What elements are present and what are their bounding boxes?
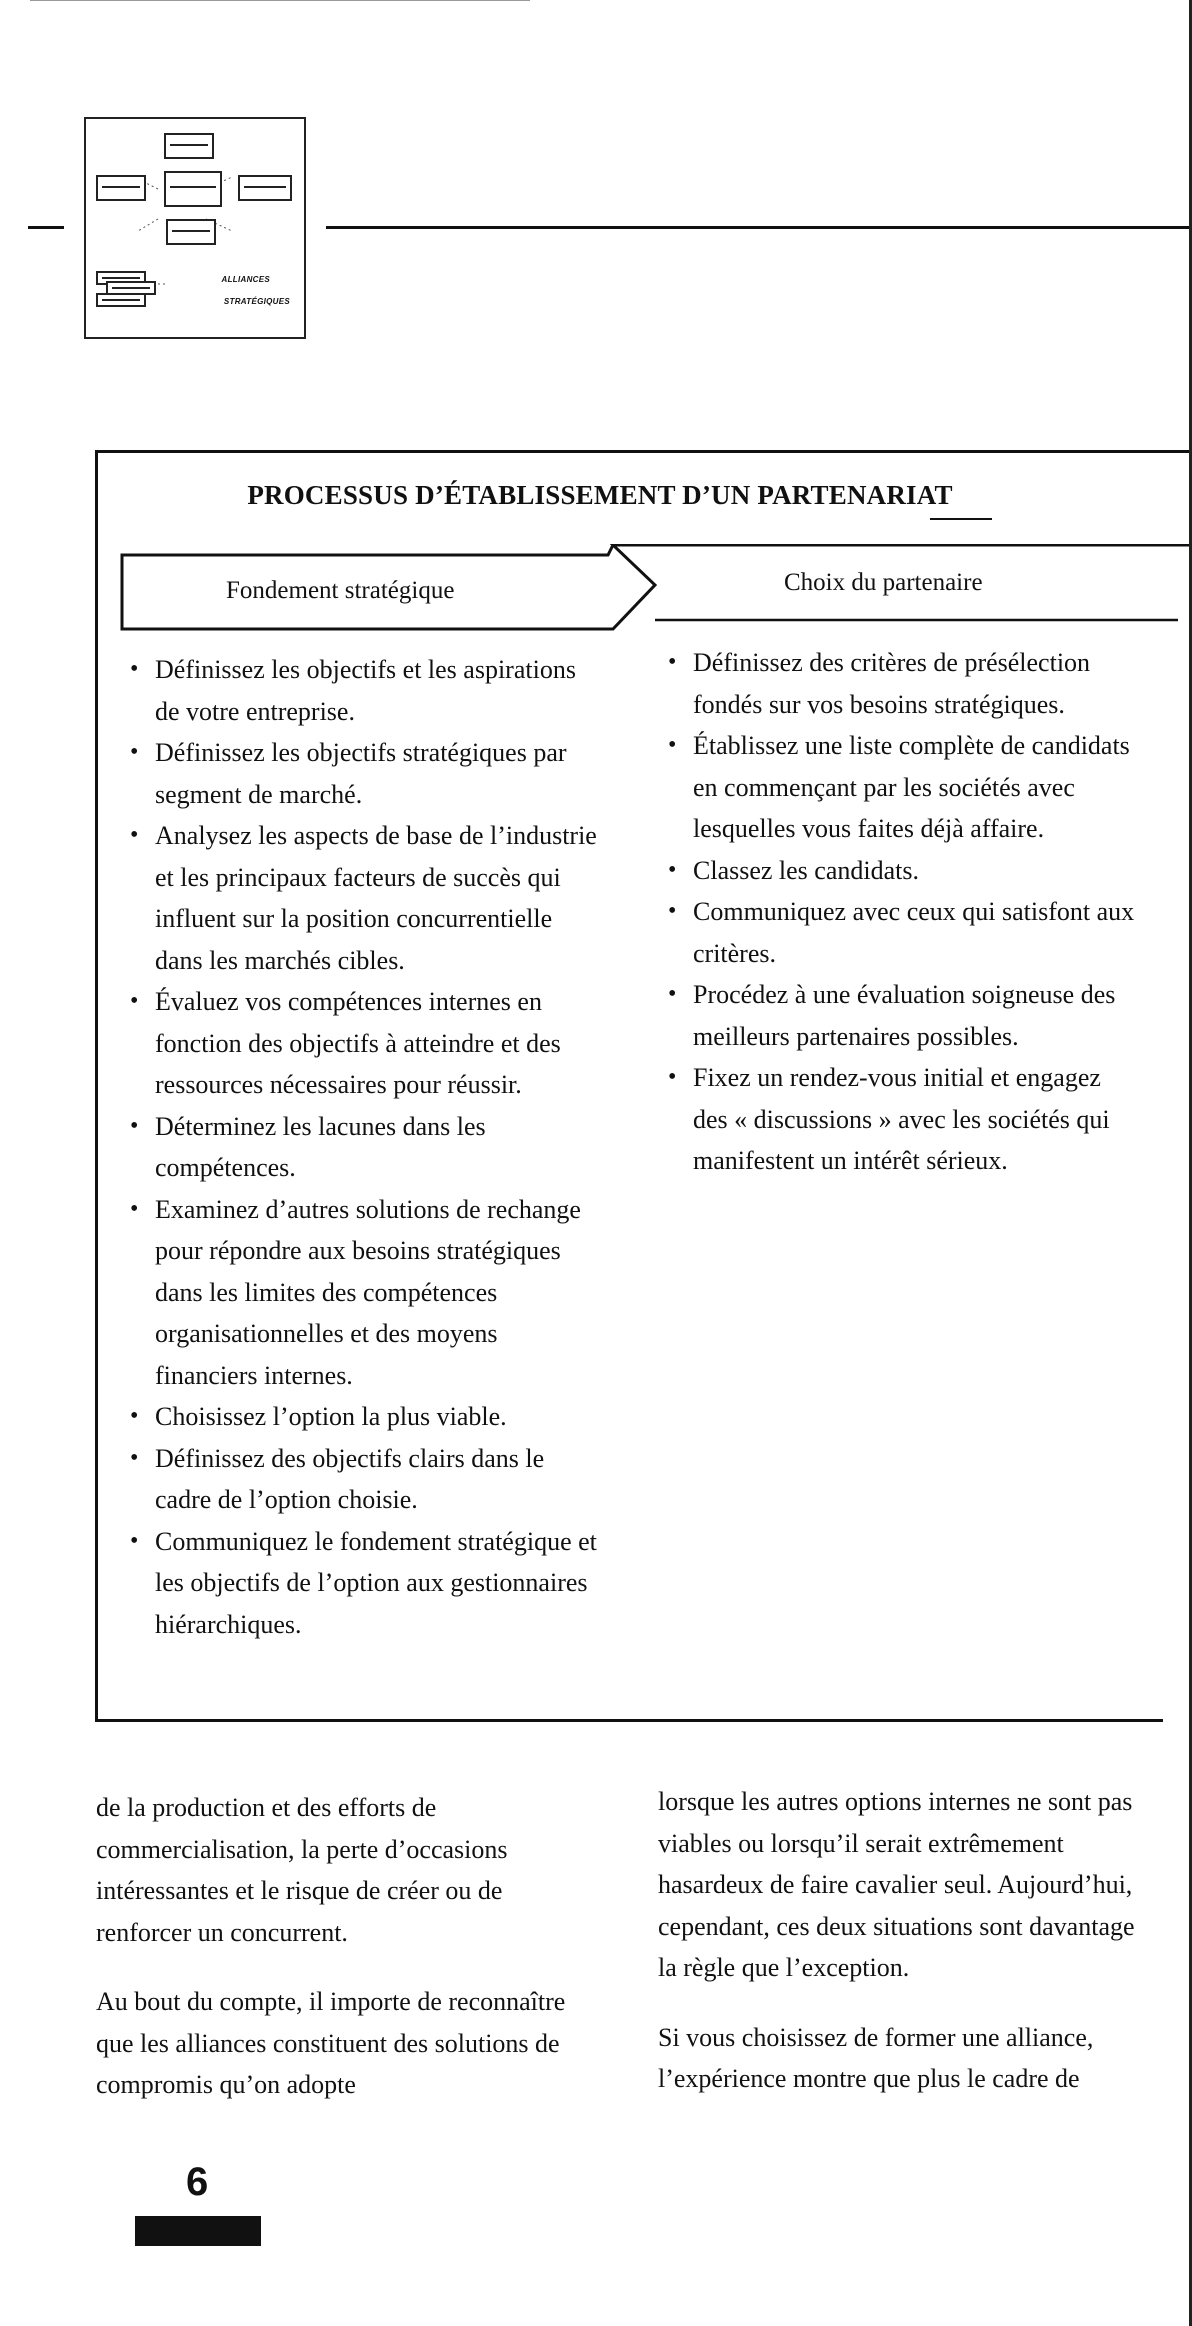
logo-caption-2: STRATÉGIQUES bbox=[223, 297, 290, 306]
strategic-foundation-list bbox=[128, 649, 598, 1645]
partner-choice-list bbox=[666, 642, 1141, 1182]
body-column-right bbox=[658, 1781, 1148, 2100]
list-item: • Évaluez vos compétences internes en fonction des objectifs à atteindre et des ressources nécessaires pour réussir. bbox=[128, 981, 598, 1106]
page-number: 6 bbox=[186, 2160, 209, 2204]
list-item: • Classez les candidats. bbox=[666, 850, 1141, 892]
list-item: • Définissez des critères de présélection fondés sur vos besoins stratégiques. bbox=[666, 642, 1141, 725]
list-item: • Définissez les objectifs et les aspirations de votre entreprise. bbox=[128, 649, 598, 732]
header-rule bbox=[326, 226, 1192, 229]
stage-label-strategic: Fondement stratégique bbox=[226, 577, 455, 604]
body-column-left bbox=[96, 1787, 566, 2106]
process-title: PROCESSUS D’ÉTABLISSEMENT D’UN PARTENARIAT bbox=[247, 480, 953, 510]
list-item: • Examinez d’autres solutions de rechange pour répondre aux besoins stratégiques dans les limites des compétences organisationnelles et des moyens financiers internes. bbox=[128, 1189, 598, 1397]
list-item: • Communiquez le fondement stratégique et les objectifs de l’option aux gestionnaires hiérarchiques. bbox=[128, 1521, 598, 1646]
process-frame-bottom bbox=[95, 1719, 1163, 1722]
list-item: • Définissez des objectifs clairs dans le cadre de l’option choisie. bbox=[128, 1438, 598, 1521]
logo-box-left bbox=[96, 175, 146, 201]
logo-box-bottom bbox=[166, 219, 216, 245]
logo-box-center bbox=[164, 171, 222, 207]
title-underline bbox=[930, 518, 992, 520]
list-item: • Analysez les aspects de base de l’industrie et les principaux facteurs de succès qui influent sur la position concurrentielle dans les marchés cibles. bbox=[128, 815, 598, 981]
body-paragraph: Au bout du compte, il importe de reconnaître que les alliances constituent des solutions de compromis qu’on adopte bbox=[96, 1987, 566, 2099]
list-item: • Définissez les objectifs stratégiques par segment de marché. bbox=[128, 732, 598, 815]
list-item: • Fixez un rendez-vous initial et engagez des « discussions » avec les sociétés qui manifestent un intérêt sérieux. bbox=[666, 1057, 1141, 1182]
logo-box-top bbox=[164, 133, 214, 159]
logo-box-stack-3 bbox=[96, 293, 146, 307]
logo-caption-1: ALLIANCES bbox=[221, 275, 270, 284]
body-paragraph: lorsque les autres options internes ne sont pas viables ou lorsqu’il serait extrêmement hasardeux de faire cavalier seul. Aujourd’hui, cependant, ces deux situations sont davantage la règle que l’exception. bbox=[658, 1787, 1135, 1982]
page-number-bar bbox=[135, 2216, 261, 2246]
list-item: • Choisissez l’option la plus viable. bbox=[128, 1396, 598, 1438]
list-item: • Déterminez les lacunes dans les compétences. bbox=[128, 1106, 598, 1189]
body-paragraph: de la production et des efforts de commercialisation, la perte d’occasions intéressantes et le risque de créer ou de renforcer un concurrent. bbox=[96, 1793, 508, 1947]
list-item: • Procédez à une évaluation soigneuse des meilleurs partenaires possibles. bbox=[666, 974, 1141, 1057]
list-item: • Communiquez avec ceux qui satisfont aux critères. bbox=[666, 891, 1141, 974]
scan-edge-line bbox=[30, 0, 530, 1]
stage-label-partner: Choix du partenaire bbox=[784, 569, 983, 596]
body-paragraph: Si vous choisissez de former une alliance, l’expérience montre que plus le cadre de bbox=[658, 2022, 1094, 2093]
logo-box-right bbox=[238, 175, 292, 201]
list-item: • Établissez une liste complète de candidats en commençant par les sociétés avec lesquelles vous faites déjà affaire. bbox=[666, 725, 1141, 850]
margin-tick bbox=[28, 226, 64, 229]
alliances-logo bbox=[84, 117, 306, 339]
